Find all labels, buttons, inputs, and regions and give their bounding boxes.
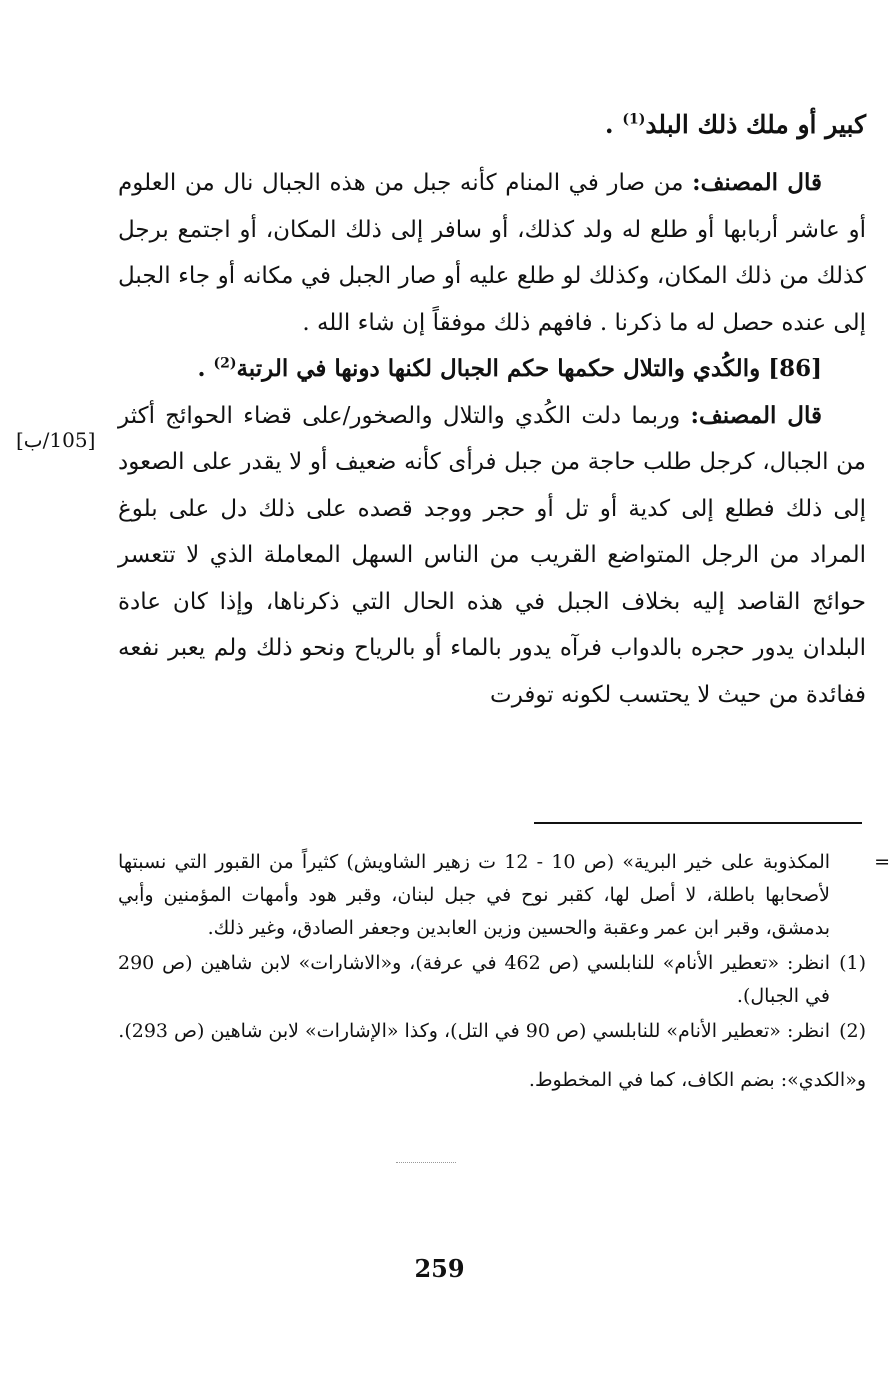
footnotes bbox=[118, 846, 890, 1099]
footnote-1-number: (1) bbox=[839, 952, 866, 974]
footnote-2-text: انظر: «تعطير الأنام» للنابلسي (ص 90 في التل)، وكذا «الإشارات» لابن شاهين (ص 293). bbox=[118, 1020, 830, 1042]
paragraph-1-text: من صار في المنام كأنه جبل من هذه الجبال نال من العلوم أو عاشر أربابها أو طلع له ولد كذلك، أو سافر إلى ذلك المكان، أو اجتمع برجل كذلك من ذلك المكان، وكذلك لو طلع عليه أو صار الجبل في مكانه أو جاء الجبل إلى عنده حصل له ما ذكرنا . فافهم ذلك موفقاً إن شاء الله . bbox=[118, 170, 866, 336]
author-label: قال المصنف: bbox=[690, 401, 822, 429]
entry-heading-text: [86] والكُدي والتلال حكمها حكم الجبال لكنها دونها في الرتبة bbox=[236, 355, 822, 382]
main-text bbox=[118, 160, 866, 718]
continuation-mark: = bbox=[874, 851, 890, 873]
paragraph-2-text: وربما دلت الكُدي والتلال والصخور/على قضاء الحوائج أكثر من الجبال، كرجل طلب حاجة من جبل فرأى كأنه ضعيف أو لا يقدر على الصعود إلى ذلك فطلع إلى كدية أو تل أو حجر ووجد قصده على ذلك دل على بلوغ المراد من الرجل المتواضع القريب من الناس السهل المعاملة الذي لا تتعسر حوائج القاصد إليه بخلاف الجبل في هذه الحال التي ذكرناها، وإذا كان عادة البلدان يدور حجره بالدواب فرآه يدور بالماء أو بالرياح ونحو ذلك ولم يعبر نفعه ففائدة من حيث لا يحتسب لكونه توفرت bbox=[118, 402, 866, 708]
footnote-2-number: (2) bbox=[839, 1020, 866, 1042]
paragraph-1 bbox=[118, 160, 866, 346]
footnote-1-text: انظر: «تعطير الأنام» للنابلسي (ص 462 في عرفة)، و«الاشارات» لابن شاهين (ص 290 في الجبال). bbox=[118, 952, 830, 1007]
author-label: قال المصنف: bbox=[692, 169, 822, 196]
paragraph-2 bbox=[118, 393, 866, 719]
footnote-continuation-text: المكذوبة على خير البرية» (ص 10 - 12 ت زهير الشاويش) كثيراً من القبور التي نسبتها لأصحابها باطلة، لا أصل لها، كقبر نوح في جبل لبنان، وقبر هود وأمهات المؤمنين وأبي بدمشق، وقبر ابن عمر وعقبة والحسين وزين العابدين وجعفر الصادق، وغير ذلك. bbox=[118, 851, 831, 939]
dotted-divider bbox=[396, 1162, 456, 1163]
footnote-1 bbox=[118, 947, 866, 1013]
footnote-2-addendum: و«الكدي»: بضم الكاف، كما في المخطوط. bbox=[528, 1069, 866, 1091]
manuscript-folio-note: [105/ب] bbox=[16, 428, 96, 452]
opening-line-end: . bbox=[604, 110, 623, 139]
opening-line bbox=[118, 100, 866, 150]
footnote-2 bbox=[118, 1015, 866, 1048]
entry-heading-end: . bbox=[197, 355, 214, 382]
footnote-separator bbox=[534, 822, 862, 824]
footnote-continuation bbox=[118, 846, 890, 945]
footnote-ref-1[interactable]: (1) bbox=[622, 111, 646, 128]
page-number: 259 bbox=[414, 1254, 465, 1283]
entry-heading-86 bbox=[118, 346, 866, 393]
footnote-ref-2[interactable]: (2) bbox=[213, 355, 237, 372]
opening-line-text: كبير أو ملك ذلك البلد bbox=[645, 110, 866, 139]
